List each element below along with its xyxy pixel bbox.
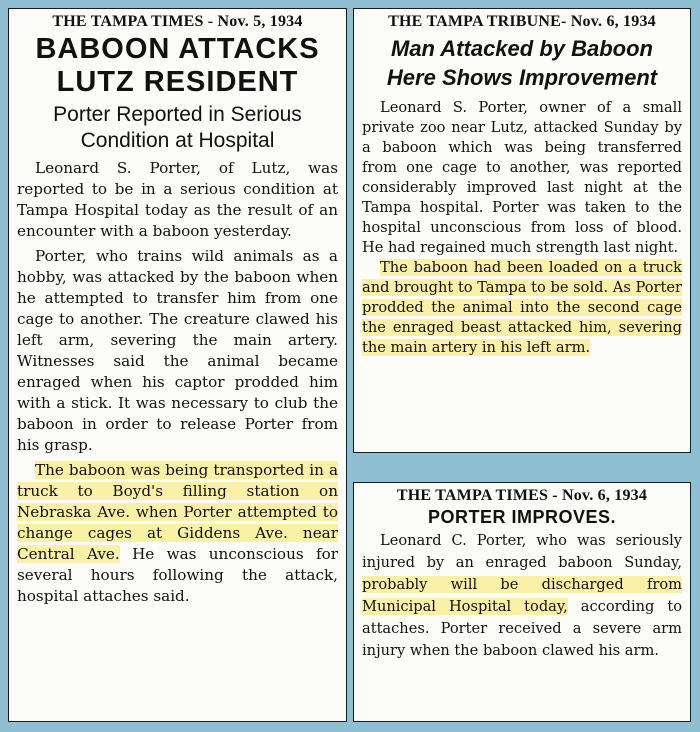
paragraph (17, 460, 338, 607)
clipping-tampa-tribune-nov6 (353, 8, 691, 453)
highlighted-text: The baboon was being transported in a truck to Boyd's filling station on Nebraska Ave. when Porter attempted to change cages at Giddens Ave. near Central Ave. (17, 461, 338, 563)
paragraph-text: He was unconscious for several hours following the attack, hospital attaches said. (17, 545, 338, 605)
paragraph (362, 258, 682, 358)
headline (9, 33, 346, 99)
paragraph-text: according to attaches. Porter received a severe arm injury when the baboon clawed his arm. (362, 598, 682, 659)
clipping-tampa-times-nov5 (8, 8, 347, 722)
article-body (354, 98, 690, 358)
headline-line-2: LUTZ RESIDENT (56, 66, 299, 98)
article-body (9, 158, 346, 607)
subheadline (9, 102, 346, 154)
headline: PORTER IMPROVES. (427, 507, 617, 527)
subheadline-line-2: Condition at Hospital (80, 129, 275, 152)
newspaper-header: THE TAMPA TIMES - Nov. 6, 1934 (396, 487, 648, 504)
highlighted-text: probably will be discharged from Municipal Hospital today, (362, 576, 682, 615)
newspaper-header: THE TAMPA TRIBUNE- Nov. 6, 1934 (388, 13, 656, 30)
headline (354, 34, 690, 92)
headline-line-1: BABOON ATTACKS (35, 33, 320, 65)
newspaper-header: THE TAMPA TIMES - Nov. 5, 1934 (52, 13, 303, 30)
paragraph-text: Leonard C. Porter, who was seriously injured by an enraged baboon Sunday, (362, 532, 682, 571)
paragraph (362, 530, 682, 662)
headline-line-2: Here Shows Improvement (386, 65, 658, 90)
paragraph: Porter, who trains wild animals as a hobby, was attacked by the baboon when he attempted to transfer him from one cage to another. The creature clawed his left arm, severing the main artery. Witnesses said the animal became enraged when his captor prodded him with a stick. It was necessary to club the baboon in order to release Porter from his grasp. (17, 247, 338, 454)
headline-line-1: Man Attacked by Baboon (391, 36, 653, 61)
clipping-tampa-times-nov6 (353, 482, 691, 722)
paragraph: Leonard S. Porter, of Lutz, was reported to be in a serious condition at Tampa Hospital today as the result of an encounter with a baboon yesterday. (17, 159, 338, 240)
highlighted-text: The baboon had been loaded on a truck and brought to Tampa to be sold. As Porter prodded the animal into the second cage the enraged beast attacked him, severing the main artery in his left arm. (362, 259, 682, 356)
subheadline-line-1: Porter Reported in Serious (53, 103, 302, 126)
article-body (354, 530, 690, 662)
paragraph: Leonard S. Porter, owner of a small private zoo near Lutz, attacked Sunday by a baboon which was being transferred from one cage to another, was reported considerably improved last night at the Tampa hospital. Porter was taken to the hospital unconscious from loss of blood. He had regained much strength last night. (362, 99, 682, 256)
